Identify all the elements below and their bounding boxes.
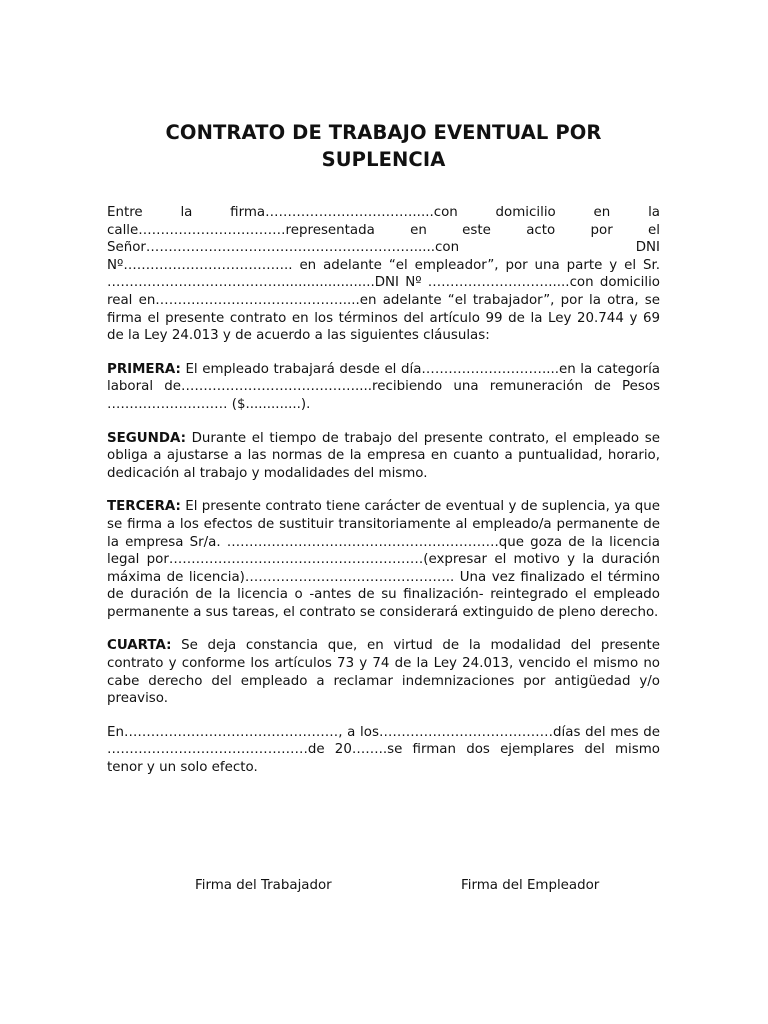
clause-label: TERCERA: [107, 499, 181, 515]
document-title-line-2: SUPLENCIA [321, 148, 446, 171]
clause-text: Se deja constancia que, en virtud de la modalidad del presente contrato y conforme los artículos 73 y 74 de la Ley 24.013, vencido el mismo no cabe derecho del empleado a reclamar indemnizaciones por antigüedad y/o preaviso. [107, 638, 660, 707]
clause-text: Durante el tiempo de trabajo del presente contrato, el empleado se obliga a ajustarse a las normas de la empresa en cuanto a puntualidad, horario, dedicación al trabajo y modalidades del mismo. [107, 430, 660, 481]
document-title [87, 119, 680, 173]
contract-page [107, 0, 660, 1024]
clause-text: El empleado trabajará desde el día………………………....en la categoría laboral de…………………………………....recibiendo una remuneración de Pesos ……………………… ($.............). [107, 361, 660, 412]
clause-label: SEGUNDA: [107, 430, 186, 446]
clause-label: CUARTA: [107, 638, 172, 654]
worker-signature-label: Firma del Trabajador [195, 878, 332, 893]
clause-segunda [107, 430, 660, 483]
clause-primera [107, 361, 660, 414]
clause-cuarta [107, 637, 660, 707]
intro-paragraph: Entre la firma…………………………….....con domicilio en la calle……………………………representada en este acto por el Señor…………………………………………………….....con DNI Nº……………………………….. en adelante “el empleador”, por una parte y el Sr. …………………………………......................DNI Nº ……………………….....con domicilio real en……………………………………....en adelante “el trabajador”, por la otra, se firma el presente contrato en los términos del artículo 99 de la Ley 20.744 y 69 de la Ley 24.013 y de acuerdo a las siguientes cláusulas: [107, 205, 660, 344]
clause-tercera [107, 498, 660, 621]
closing-paragraph: En…………………………………………, a los…………………………………días del mes de ………………………………………de 20……..se firman dos ejemplares del mismo tenor y un solo efecto. [107, 724, 660, 776]
document-title-line-1: CONTRATO DE TRABAJO EVENTUAL POR [165, 121, 602, 144]
contract-body [107, 204, 660, 793]
clause-text: El presente contrato tiene carácter de eventual y de suplencia, ya que se firma a los efectos de sustituir transitoriamente al empleado/a permanente de la empresa Sr/a. …………………………………………………….que goza de la licencia legal por…………………………………………………(expresar el motivo y la duración máxima de licencia)……………………………………….. Una vez finalizado el término de duración de la licencia o -antes de su finalización- reintegrado el empleado permanente a sus tareas, el contrato se considerará extinguido de pleno derecho. [107, 499, 660, 620]
employer-signature-label: Firma del Empleador [461, 878, 600, 893]
clause-label: PRIMERA: [107, 361, 181, 377]
